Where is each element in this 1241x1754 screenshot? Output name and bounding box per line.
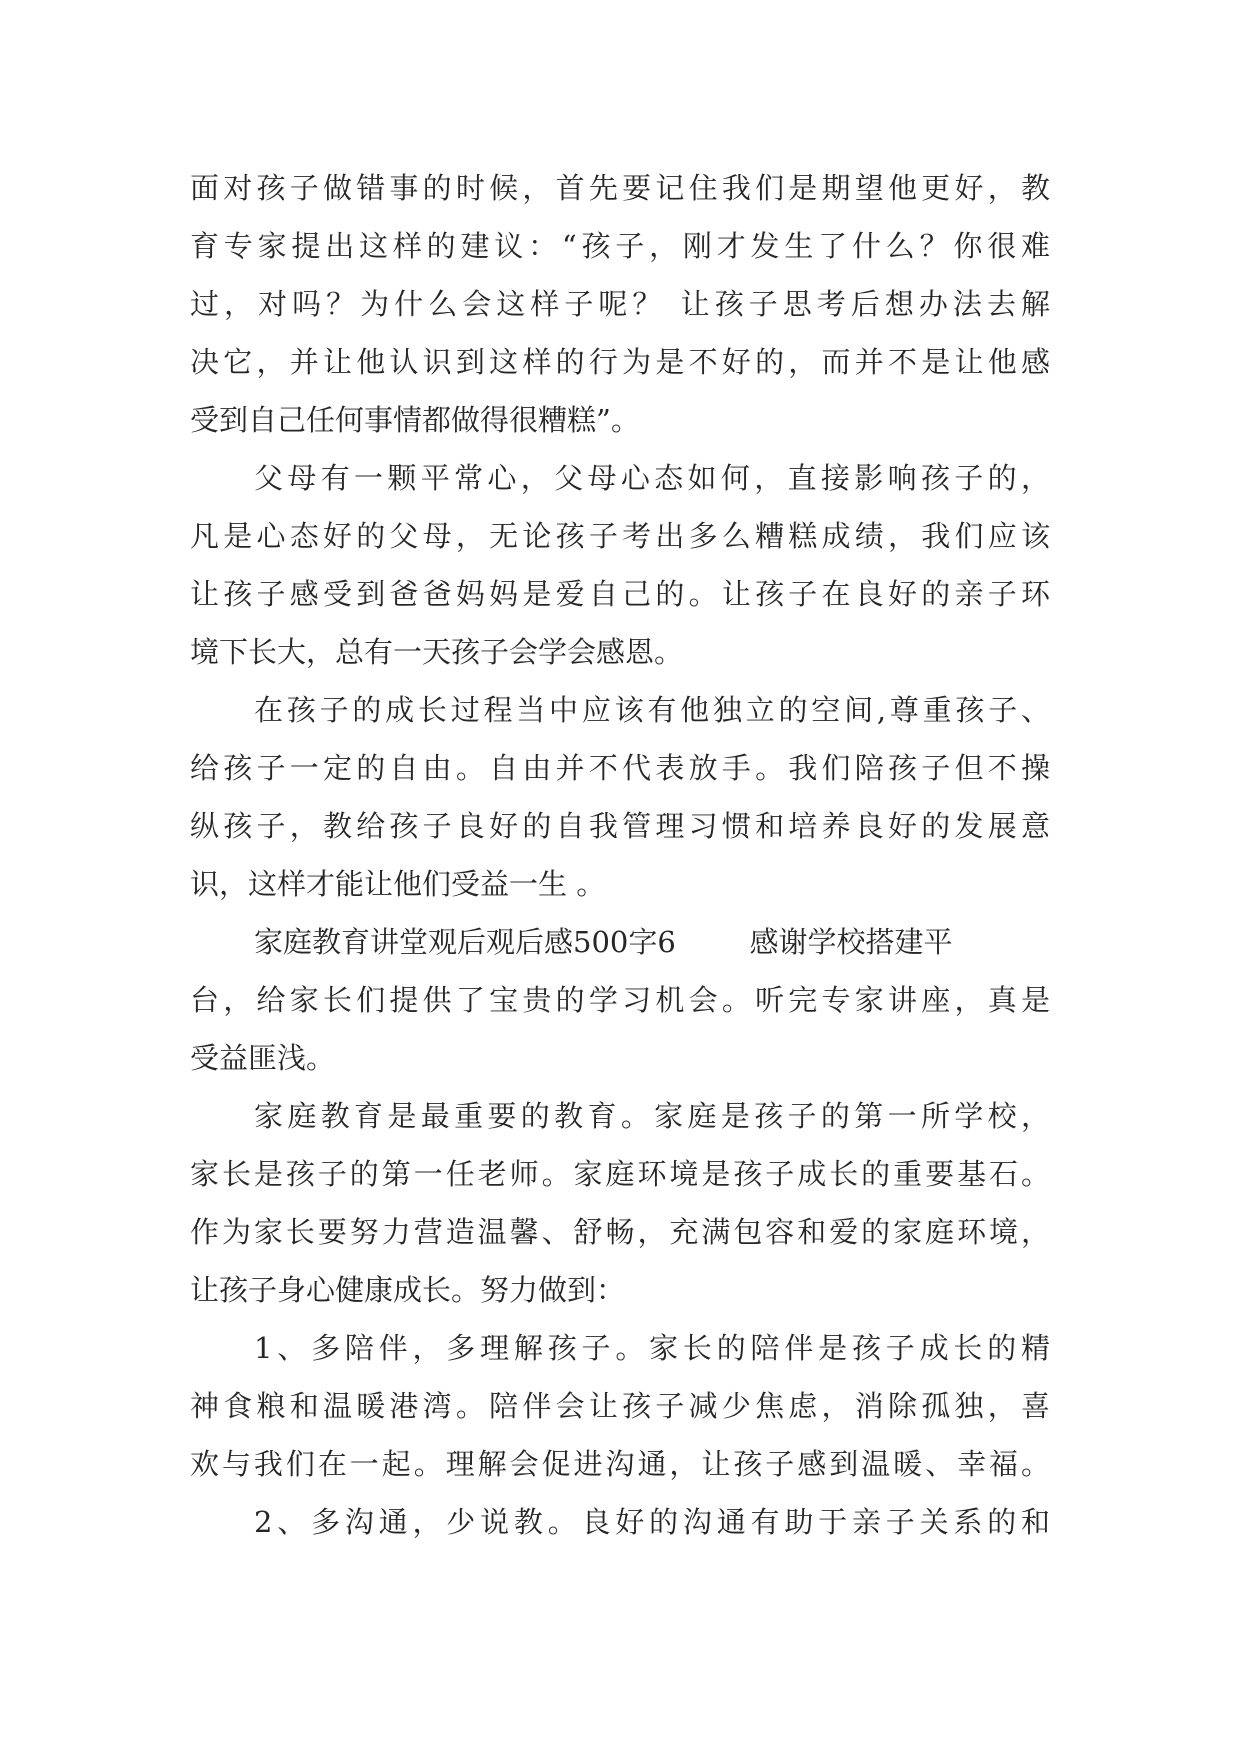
paragraph-first-line: 家庭教育是最重要的教育。家庭是孩子的第一所学校， [254, 1099, 1050, 1133]
text-line: 神食粮和温暖港湾。陪伴会让孩子减少焦虑，消除孤独，喜 [190, 1389, 1050, 1423]
list-item-first-line: 2、多沟通，少说教。良好的沟通有助于亲子关系的和 [254, 1505, 1050, 1539]
text-line: 决它，并让他认识到这样的行为是不好的，而并不是让他感 [190, 345, 1050, 379]
text-line: 境下长大，总有一天孩子会学会感恩。 [190, 635, 684, 669]
text-line: 欢与我们在一起。理解会促进沟通，让孩子感到温暖、幸福。 [190, 1447, 1050, 1481]
text-line: 台，给家长们提供了宝贵的学习机会。听完专家讲座，真是 [190, 983, 1050, 1017]
section-heading-line: 家庭教育讲堂观后观后感500字6 感谢学校搭建平 [254, 925, 953, 959]
text-line: 作为家长要努力营造温馨、舒畅，充满包容和爱的家庭环境， [190, 1215, 1050, 1249]
text-line: 纵孩子，教给孩子良好的自我管理习惯和培养良好的发展意 [190, 809, 1050, 843]
text-line: 育专家提出这样的建议：“孩子，刚才发生了什么？你很难 [190, 229, 1050, 263]
text-line: 受益匪浅。 [190, 1041, 336, 1075]
paragraph-first-line: 父母有一颗平常心，父母心态如何，直接影响孩子的， [254, 461, 1050, 495]
text-line: 受到自己任何事情都做得很糟糕”。 [190, 403, 640, 437]
text-line: 家长是孩子的第一任老师。家庭环境是孩子成长的重要基石。 [190, 1157, 1050, 1191]
list-item-first-line: 1、多陪伴，多理解孩子。家长的陪伴是孩子成长的精 [254, 1331, 1050, 1365]
text-line: 让孩子身心健康成长。努力做到： [190, 1273, 626, 1307]
text-line: 凡是心态好的父母，无论孩子考出多么糟糕成绩，我们应该 [190, 519, 1050, 553]
paragraph-first-line: 在孩子的成长过程当中应该有他独立的空间,尊重孩子、 [254, 693, 1050, 727]
text-line: 让孩子感受到爸爸妈妈是爱自己的。让孩子在良好的亲子环 [190, 577, 1050, 611]
text-line: 过，对吗？为什么会这样子呢？ 让孩子思考后想办法去解 [190, 287, 1050, 321]
text-line: 识，这样才能让他们受益一生 。 [190, 867, 606, 901]
text-line: 给孩子一定的自由。自由并不代表放手。我们陪孩子但不操 [190, 751, 1050, 785]
text-line: 面对孩子做错事的时候，首先要记住我们是期望他更好，教 [190, 171, 1050, 205]
